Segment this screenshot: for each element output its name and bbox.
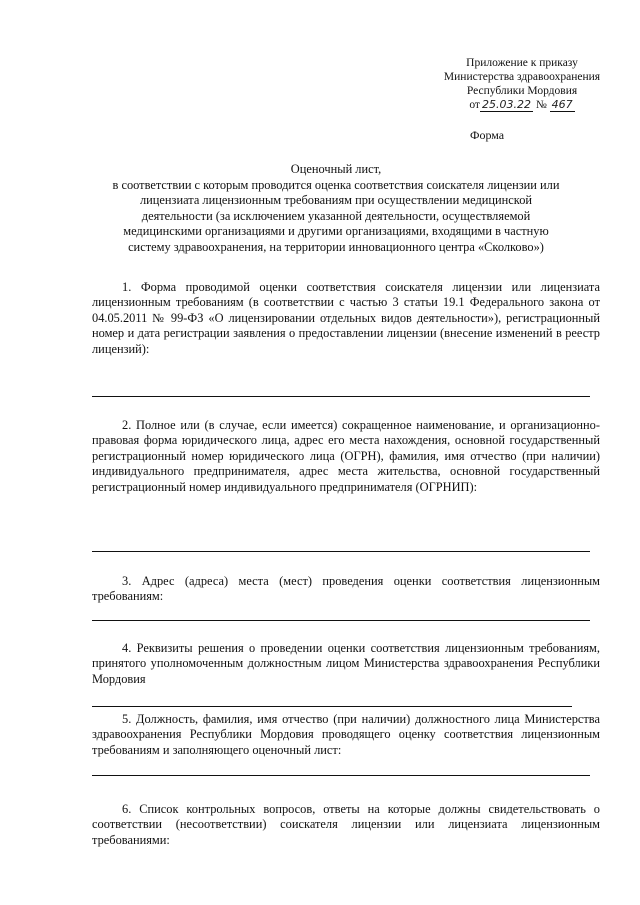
- title-line-3: лицензиата лицензионным требованиям при осуществлении медицинской: [139, 193, 533, 208]
- order-number-handwritten: 467: [551, 98, 573, 111]
- section-1-text: 1. Форма проводимой оценки соответствия соискателя лицензии или лицензиата лицензионным требованиям (в соответствии с частью 3 статьи 19.1 Федерального закона от 04.05.2011 № 99-ФЗ «О лицензировании отдельных видов деятельности»), регистрационный номер и дата регистрации заявления о предоставлении лицензии (внесение изменений в реестр лицензий):: [92, 280, 600, 356]
- title-line-6: систему здравоохранения, на территории инновационного центра «Сколково»): [128, 239, 544, 254]
- appendix-line-2: Министерства здравоохранения: [443, 71, 601, 83]
- number-prefix: №: [535, 99, 547, 111]
- title-line-1: Оценочный лист,: [290, 162, 382, 176]
- appendix-line-3: Республики Мордовия: [466, 85, 578, 97]
- section-3-text: 3. Адрес (адреса) места (мест) проведения оценки соответствия лицензионным требованиям:: [92, 574, 600, 604]
- order-date-handwritten: 25.03.22: [481, 98, 531, 111]
- section-5-text: 5. Должность, фамилия, имя отчество (при наличии) должностного лица Министерства здравоохранения Республики Мордовия проводящего оценку соответствия лицензионным требованиям и заполняющего оценочный лист:: [92, 712, 600, 757]
- section-5: [92, 712, 600, 758]
- appendix-block: [422, 56, 622, 112]
- section-4: [92, 641, 600, 687]
- appendix-line-1: Приложение к приказу: [466, 57, 578, 69]
- section-1: [92, 280, 600, 357]
- section-1-fill-line: [92, 396, 590, 397]
- title-line-5: медицинскими организациями и другими организациями, входящими в частную: [123, 224, 549, 239]
- section-4-text: 4. Реквизиты решения о проведении оценки соответствия лицензионным требованиям, принятого уполномоченным должностным лицом Министерства здравоохранения Республики Мордовия: [92, 641, 600, 686]
- date-prefix: от: [469, 99, 480, 111]
- section-2: [92, 418, 600, 495]
- section-6: [92, 802, 600, 848]
- section-6-text: 6. Список контрольных вопросов, ответы на которые должны свидетельствовать о соответствии (несоответствии) соискателя лицензии или лицензиата лицензионным требованиями:: [92, 802, 600, 847]
- title-line-4: деятельности (за исключением указанной деятельности, осуществляемой: [141, 208, 531, 223]
- form-label: Форма: [470, 128, 505, 142]
- order-date-row: [422, 98, 622, 112]
- section-2-fill-line: [92, 551, 590, 552]
- section-3-fill-line: [92, 620, 590, 621]
- section-3: [92, 574, 600, 605]
- section-2-text: 2. Полное или (в случае, если имеется) сокращенное наименование, и организационно-правовая форма юридического лица, адрес его места нахождения, основной государственный регистрационный номер юридического лица (ОГРН), фамилия, имя отчество (при наличии) индивидуального предпринимателя, адрес места жительства, основной государственный регистрационный номер индивидуального предпринимателя (ОГРНИП):: [92, 418, 600, 494]
- section-4-fill-line: [92, 706, 572, 707]
- section-5-fill-line: [92, 775, 590, 776]
- document-title: [60, 162, 612, 256]
- title-line-2: в соответствии с которым проводится оценка соответствия соискателя лицензии или: [112, 177, 560, 192]
